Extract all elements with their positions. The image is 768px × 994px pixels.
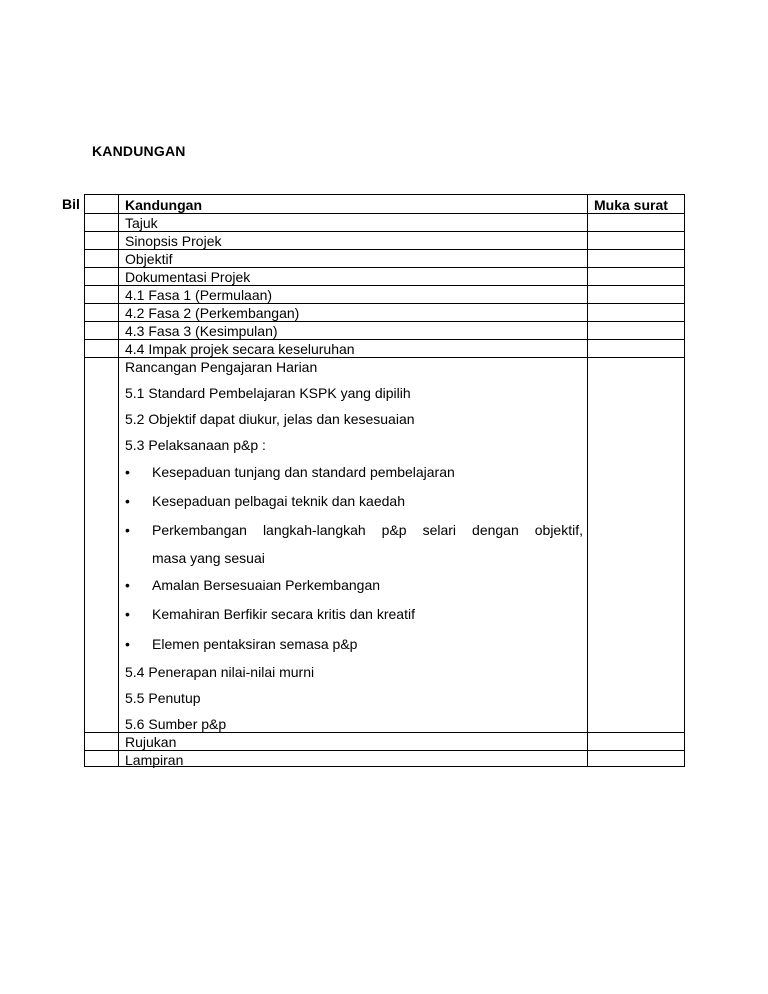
column-divider: [118, 195, 119, 766]
row-divider: [85, 321, 684, 322]
row-divider: [85, 267, 684, 268]
row-divider: [85, 249, 684, 250]
toc-item-lampiran: Lampiran: [125, 752, 184, 768]
toc-item-5-1: 5.1 Standard Pembelajaran KSPK yang dipilih: [125, 385, 411, 401]
bullet-marker: •: [125, 606, 130, 622]
toc-item-rph-heading: Rancangan Pengajaran Harian: [125, 359, 318, 375]
toc-item-5-4: 5.4 Penerapan nilai-nilai murni: [125, 664, 315, 680]
bullet-marker: •: [125, 493, 130, 509]
bullet-marker: •: [125, 522, 130, 538]
toc-bullet-3-continued: masa yang sesuai: [152, 550, 265, 566]
row-divider: [85, 339, 684, 340]
toc-bullet-3: Perkembangan langkah-langkah p&p selari dengan objektif,: [152, 522, 583, 538]
toc-bullet-4: Amalan Bersesuaian Perkembangan: [152, 577, 381, 593]
bullet-marker: •: [125, 464, 130, 480]
toc-item-sinopsis: Sinopsis Projek: [125, 233, 222, 249]
row-divider: [85, 213, 684, 214]
row-divider: [85, 285, 684, 286]
contents-table: [84, 194, 685, 767]
toc-bullet-6: Elemen pentaksiran semasa p&p: [152, 636, 358, 652]
toc-item-fasa-1: 4.1 Fasa 1 (Permulaan): [125, 287, 273, 303]
toc-item-5-6: 5.6 Sumber p&p: [125, 716, 227, 732]
row-divider: [85, 231, 684, 232]
document-title: KANDUNGAN: [92, 143, 186, 159]
column-divider: [587, 195, 588, 766]
row-divider: [85, 357, 684, 358]
toc-bullet-2: Kesepaduan pelbagai teknik dan kaedah: [152, 493, 405, 509]
column-header-muka-surat: Muka surat: [594, 197, 668, 213]
toc-item-5-5: 5.5 Penutup: [125, 690, 201, 706]
toc-item-rujukan: Rujukan: [125, 734, 177, 750]
toc-item-impak: 4.4 Impak projek secara keseluruhan: [125, 341, 355, 357]
column-header-bil: Bil: [62, 196, 80, 212]
toc-item-fasa-3: 4.3 Fasa 3 (Kesimpulan): [125, 323, 278, 339]
toc-item-fasa-2: 4.2 Fasa 2 (Perkembangan): [125, 305, 300, 321]
toc-item-tajuk: Tajuk: [125, 215, 158, 231]
bullet-marker: •: [125, 636, 130, 652]
row-divider: [85, 750, 684, 751]
row-divider: [85, 732, 684, 733]
column-header-kandungan: Kandungan: [125, 197, 202, 213]
row-divider: [85, 303, 684, 304]
toc-bullet-1: Kesepaduan tunjang dan standard pembelajaran: [152, 464, 455, 480]
toc-item-objektif: Objektif: [125, 251, 173, 267]
bullet-marker: •: [125, 577, 130, 593]
toc-item-5-2: 5.2 Objektif dapat diukur, jelas dan kesesuaian: [125, 411, 415, 427]
toc-item-5-3: 5.3 Pelaksanaan p&p :: [125, 437, 266, 453]
toc-bullet-5: Kemahiran Berfikir secara kritis dan kreatif: [152, 606, 415, 622]
toc-item-dokumentasi: Dokumentasi Projek: [125, 269, 251, 285]
